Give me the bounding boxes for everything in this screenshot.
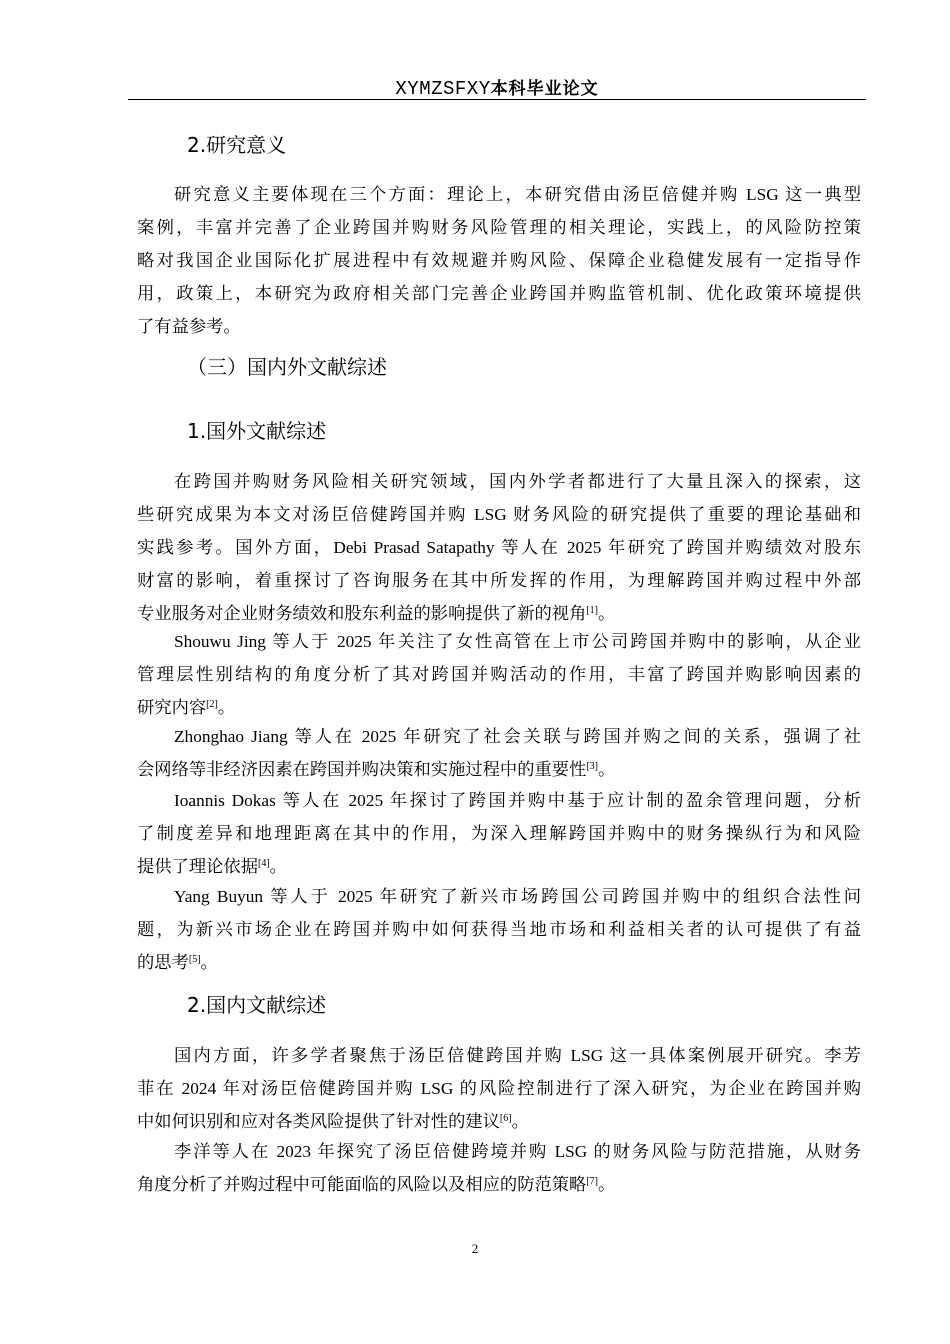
citation-4[interactable]: [4] — [257, 858, 270, 869]
citation-6[interactable]: [6] — [499, 1113, 512, 1124]
text-line — [137, 1168, 861, 1201]
text-line: 了制度差异和地理距离在其中的作用，为深入理解跨国并购中的财务操纵行为和风险 — [137, 824, 861, 843]
text-line: 实践参考。国外方面，Debi Prasad Satapathy 等人在 2025 年研究了跨国并购绩效对股东 — [137, 538, 861, 557]
text-span: 提供了理论依据 — [137, 857, 258, 876]
text-line: 研究意义主要体现在三个方面：理论上，本研究借由汤臣倍健并购 LSG 这一典型 — [174, 185, 861, 204]
text-line: Zhonghao Jiang 等人在 2025 年研究了社会关联与跨国并购之间的关系，强调了社 — [174, 727, 861, 746]
header-rule — [128, 99, 866, 100]
text-line: Ioannis Dokas 等人在 2025 年探讨了跨国并购中基于应计制的盈余管理问题，分析 — [174, 791, 861, 810]
text-line — [137, 850, 861, 883]
page-number: 2 — [471, 1241, 479, 1256]
text-span: 角度分析了并购过程中可能面临的风险以及相应的防范策略 — [137, 1175, 587, 1194]
citation-1[interactable]: [1] — [586, 605, 598, 616]
text-span: 研究内容 — [137, 698, 207, 717]
citation-5[interactable]: [5] — [188, 954, 201, 965]
text-line: 菲在 2024 年对汤臣倍健跨国并购 LSG 的风险控制进行了深入研究，为企业在跨国并购 — [137, 1079, 861, 1098]
punctuation: 。 — [217, 698, 236, 717]
section-heading-research-significance: 2.研究意义 — [187, 133, 287, 157]
subsection-heading-domestic-literature: 2.国内文献综述 — [187, 993, 327, 1017]
punctuation: 。 — [598, 604, 616, 623]
punctuation: 。 — [598, 760, 616, 779]
citation-3[interactable]: [3] — [586, 761, 598, 772]
text-span: 会网络等非经济因素在跨国并购决策和实施过程中的重要性 — [137, 760, 587, 779]
punctuation: 。 — [269, 857, 287, 876]
text-line: 了有益参考。 — [137, 317, 241, 336]
text-line: 国内方面，许多学者聚焦于汤臣倍健跨国并购 LSG 这一具体案例展开研究。李芳 — [174, 1046, 861, 1065]
punctuation: 。 — [598, 1175, 616, 1194]
text-line: 在跨国并购财务风险相关研究领域，国内外学者都进行了大量且深入的探索，这 — [174, 472, 861, 491]
text-line — [137, 946, 861, 979]
punctuation: 。 — [200, 953, 218, 972]
text-line: Shouwu Jing 等人于 2025 年关注了女性高管在上市公司跨国并购中的影响，从企业 — [174, 632, 861, 651]
text-span: 专业服务对企业财务绩效和股东利益的影响提供了新的视角 — [137, 604, 587, 623]
text-line: Yang Buyun 等人于 2025 年研究了新兴市场跨国公司跨国并购中的组织合法性问 — [174, 887, 861, 906]
text-line: 些研究成果为本文对汤臣倍健跨国并购 LSG 财务风险的研究提供了重要的理论基础和 — [137, 505, 861, 524]
running-header — [128, 74, 866, 100]
text-line: 题，为新兴市场企业在跨国并购中如何获得当地市场和利益相关者的认可提供了有益 — [137, 920, 861, 939]
subsection-heading-foreign-literature: 1.国外文献综述 — [187, 419, 327, 443]
punctuation: 。 — [511, 1112, 529, 1131]
text-span: 的思考 — [137, 953, 189, 972]
citation-2[interactable]: [2] — [206, 699, 218, 710]
header-code: XYMZSFXY — [395, 78, 491, 100]
text-line: 李洋等人在 2023 年探究了汤臣倍健跨境并购 LSG 的财务风险与防范措施，从财务 — [174, 1142, 861, 1161]
text-line: 财富的影响，着重探讨了咨询服务在其中所发挥的作用，为理解跨国并购过程中外部 — [137, 571, 861, 590]
text-line — [137, 753, 861, 786]
text-line: 案例，丰富并完善了企业跨国并购财务风险管理的相关理论，实践上，的风险防控策 — [137, 218, 861, 237]
text-line: 管理层性别结构的角度分析了其对跨国并购活动的作用，丰富了跨国并购影响因素的 — [137, 665, 861, 684]
text-line: 略对我国企业国际化扩展进程中有效规避并购风险、保障企业稳健发展有一定指导作 — [137, 251, 861, 270]
text-line — [137, 1105, 861, 1138]
header-title: 本科毕业论文 — [490, 79, 599, 99]
citation-7[interactable]: [7] — [586, 1176, 598, 1187]
section-heading-literature-review: （三）国内外文献综述 — [187, 355, 387, 379]
text-span: 中如何识别和应对各类风险提供了针对性的建议 — [137, 1112, 500, 1131]
text-line: 用，政策上，本研究为政府相关部门完善企业跨国并购监管机制、优化政策环境提供 — [137, 284, 861, 303]
